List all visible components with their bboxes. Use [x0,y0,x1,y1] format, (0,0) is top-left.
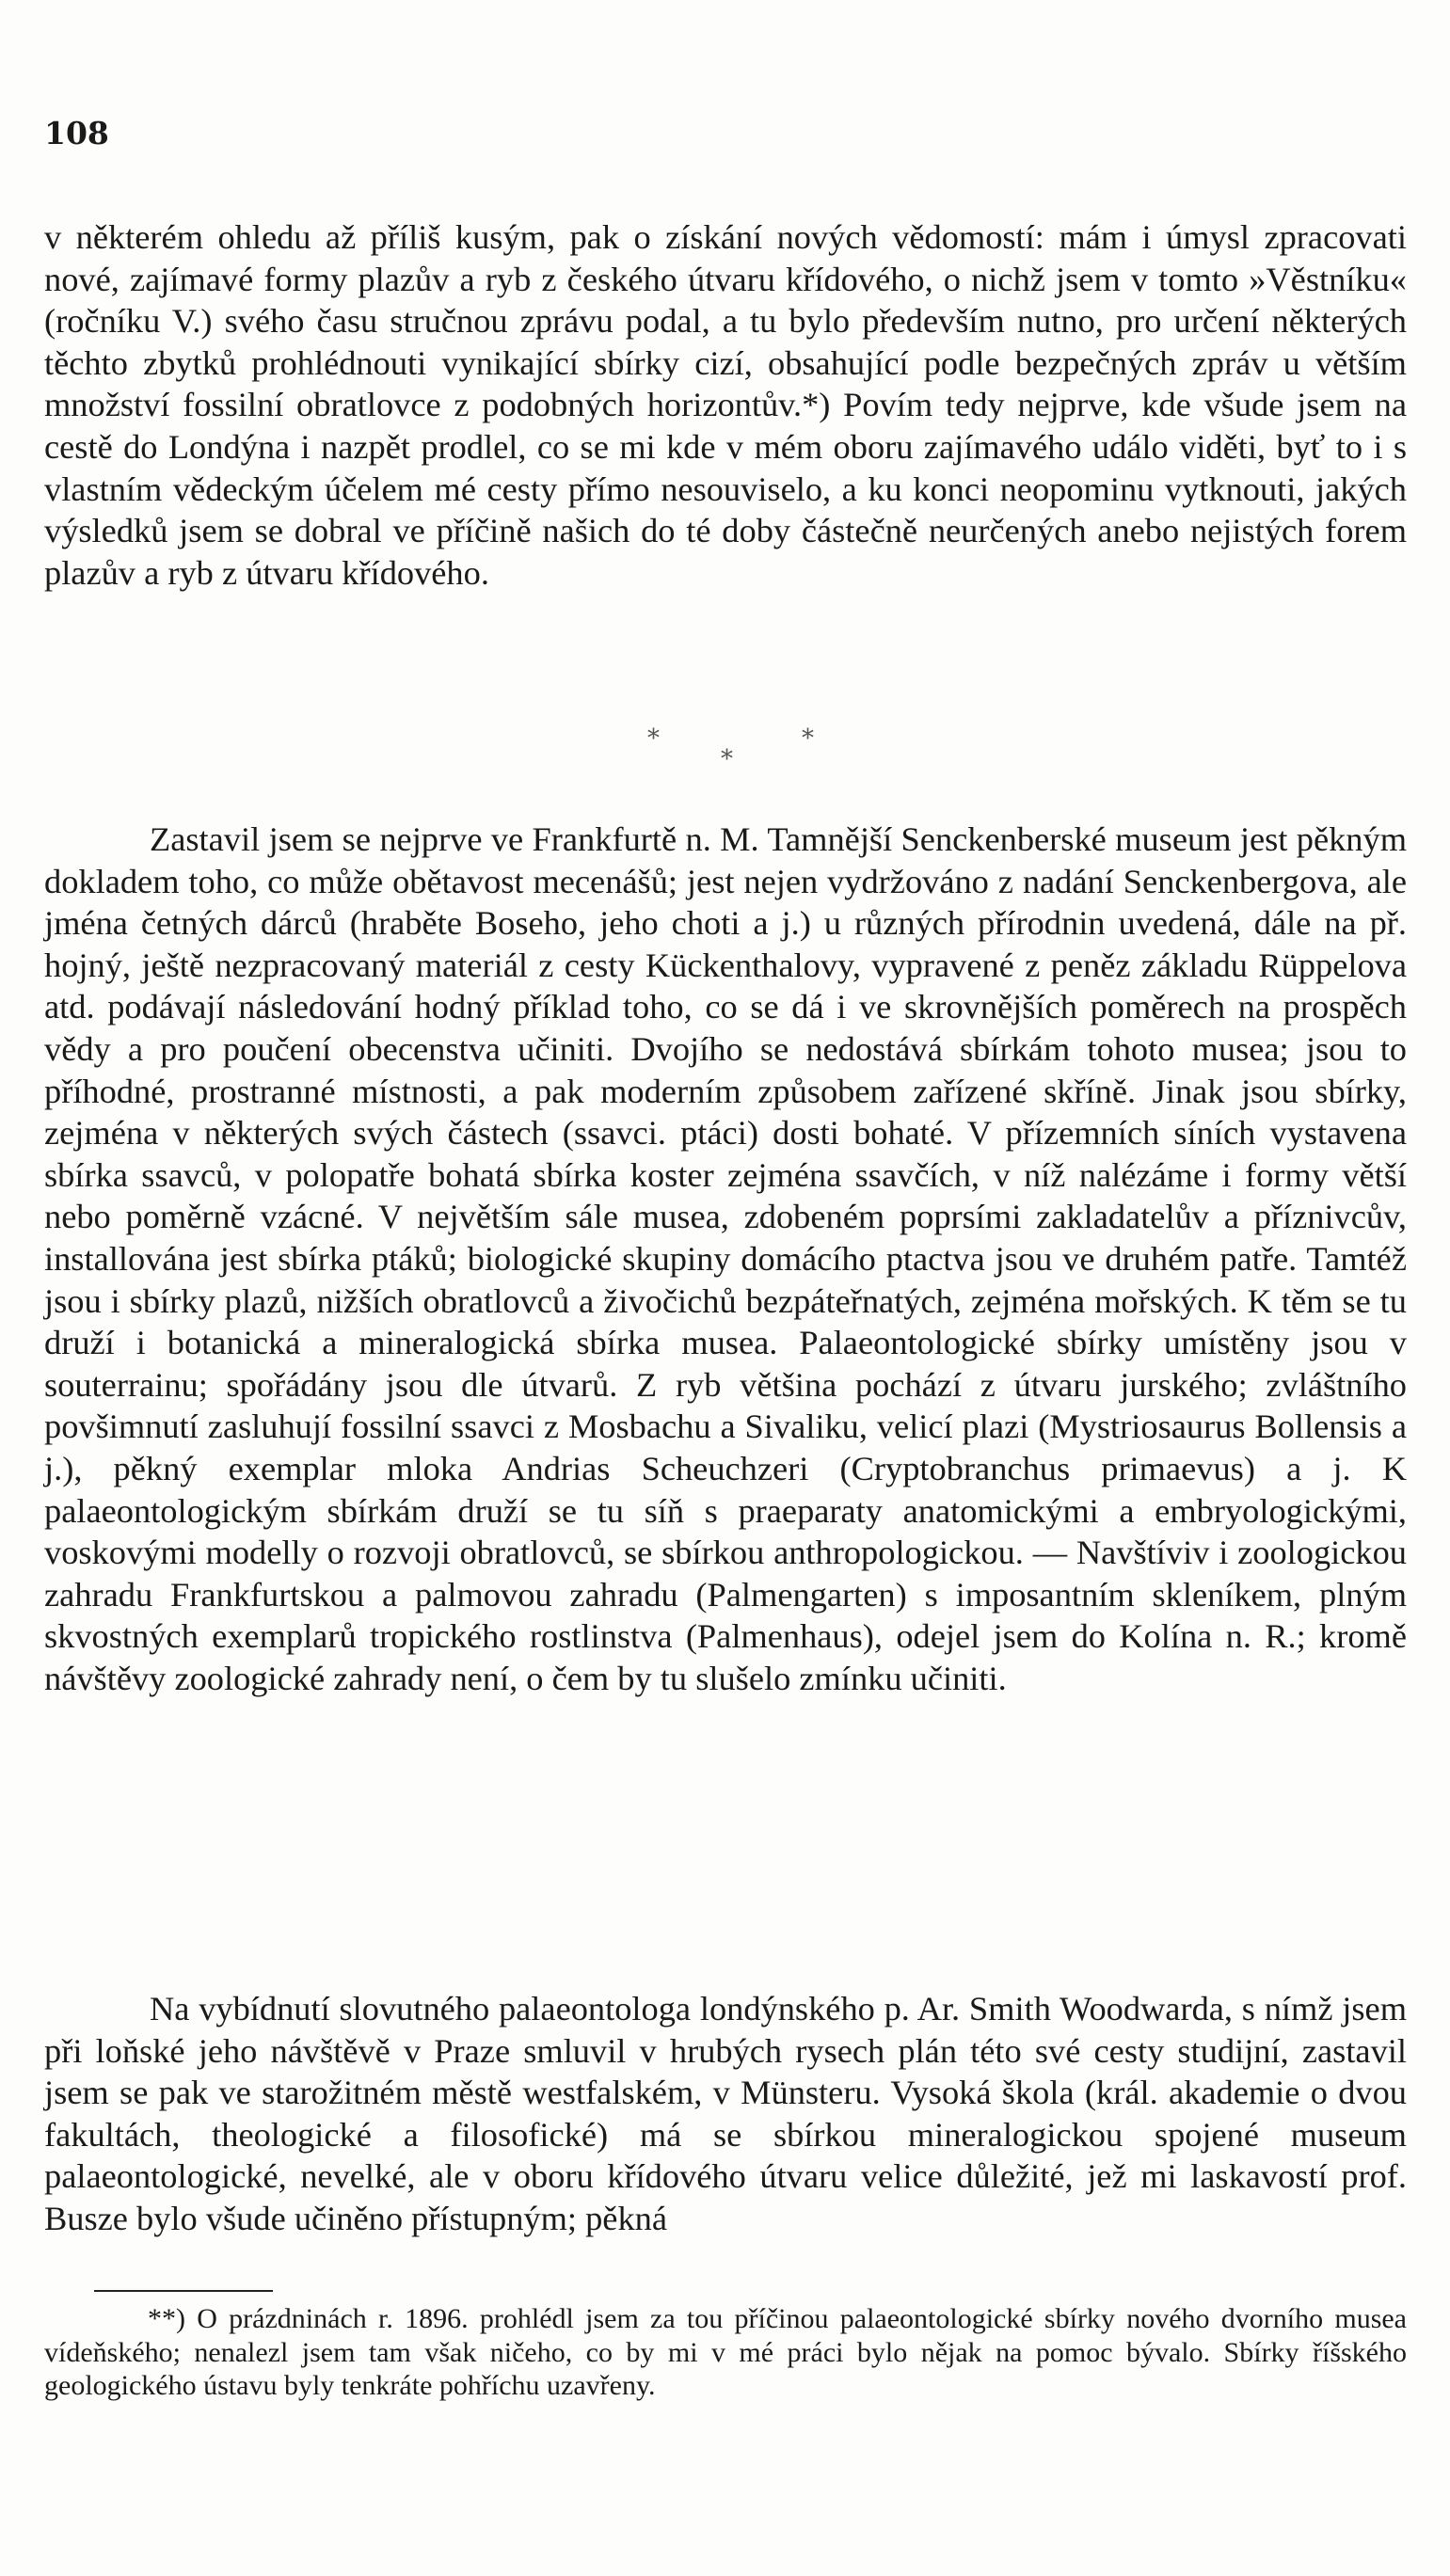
section-separator [0,724,1450,781]
footnote-divider [94,2290,273,2292]
paragraph-3: Na vybídnutí slovutného palaeontologa londýnského p. Ar. Smith Woodwarda, s nímž jsem při loňské jeho návštěvě v Praze smluvil v hrubých rysech plán této své cesty studijní, zastavil jsem se pak ve starožitném městě westfalském, v Münsteru. Vysoká škola (král. akademie o dvou fakultách, theologické a filosofické) má se sbírkou mineralogickou spojené museum palaeontologické, nevelké, ale v oboru křídového útvaru velice důležité, jež mi laskavostí prof. Busze bylo všude učiněno přístupným; pěkná [44,1990,1407,2237]
paragraph-1: v některém ohledu až příliš kusým, pak o získání nových vědomostí: mám i úmysl zpracovati nové, zajímavé formy plazův a ryb z českého útvaru křídového, o nichž jsem v tomto »Věstníku« (ročníku V.) svého času stručnou zprávu podal, a tu bylo především nutno, pro určení některých těchto zbytků prohlédnouti vynikající sbírky cizí, obsahující podle bezpečných zpráv u větším množství fossilní obratlovce z podobných horizontův.*) Povím tedy nejprve, kde všude jsem na cestě do Londýna i nazpět prodlel, co se mi kde v mém oboru zajímavého událo viděti, byť to i s vlastním vědeckým účelem mé cesty přímo nesouviselo, a ku konci neopominu vytknouti, jakých výsledků jsem se dobral ve příčině našich do té doby částečně neurčených anebo nejistých forem plazův a ryb z útvaru křídového. [44,218,1407,592]
paragraph-2: Zastavil jsem se nejprve ve Frankfurtě n. M. Tamnější Senckenberské museum jest pěkným dokladem toho, co může obětavost mecenášů; jest nejen vydržováno z nadání Senckenbergova, ale jména četných dárců (hraběte Boseho, jeho choti a j.) u různých přírodnin uvedená, dále na př. hojný, ještě nezpracovaný materiál z cesty Kückenthalovy, vypravené z peněz základu Rüppelova atd. podávají následování hodný příklad toho, co se dá i ve skrovnějších poměrech na prospěch vědy a pro poučení obecenstva učiniti. Dvojího se nedostává sbírkám tohoto musea; jsou to příhodné, prostranné místnosti, a pak moderním způsobem zařízené skříně. Jinak jsou sbírky, zejména v některých svých částech (ssavci. ptáci) dosti bohaté. V přízemních síních vystavena sbírka ssavců, v polopatře bohatá sbírka koster zejména ssavčích, v níž nalézáme i formy větší nebo poměrně vzácné. V největším sále musea, zdobeném poprsími zakladatelův a příznivcův, installována jest sbírka ptáků; biologické skupiny domácího ptactva jsou ve druhém patře. Tamtéž jsou i sbírky plazů, nižších obratlovců a živočichů bezpáteřnatých, zejména mořských. K těm se tu druží i botanická a mineralogická sbírka musea. Palaeontologické sbírky umístěny jsou v souterrainu; spořádány jsou dle útvarů. Z ryb většina pochází z útvaru jurského; zvláštního povšimnutí zasluhují fossilní ssavci z Mosbachu a Sivaliku, velicí plazi (Mystriosaurus Bollensis a j.), pěkný exemplar mloka Andrias Scheuchzeri (Cryptobranchus primaevus) a j. K palaeontologickým sbírkám druží se tu síň s praeparaty anatomickými a embryologickými, voskovými modelly o rozvoji obratlovců, se sbírkou anthropologickou. — Navštíviv i zoologickou zahradu Frankfurtskou a palmovou zahradu (Palmengarten) s imposantním skleníkem, plným skvostných exemplarů tropického rostlinstva (Palmenhaus), odejel jsem do Kolína n. R.; kromě návštěvy zoologické zahrady není, o čem by tu slušelo zmínku učiniti. [44,820,1407,1697]
paragraph-block-3 [44,1988,1407,2240]
separator-star-middle: * [721,745,733,773]
paragraph-block-1 [44,216,1407,594]
paragraph-block-2 [44,819,1407,1699]
separator-star-left: * [647,724,660,753]
footnote-text: **) O prázdninách r. 1896. prohlédl jsem za tou příčinou palaeontologické sbírky nového dvorního musea vídeňského; nenalezl jsem tam však ničeho, co by mi v mé práci bylo nějak na pomoc bývalo. Sbírky říšského geologického ústavu byly tenkráte pohříchu uzavřeny. [44,2303,1407,2401]
footnote [44,2302,1407,2403]
separator-star-right: * [802,724,814,753]
page-number: 108 [44,115,109,151]
